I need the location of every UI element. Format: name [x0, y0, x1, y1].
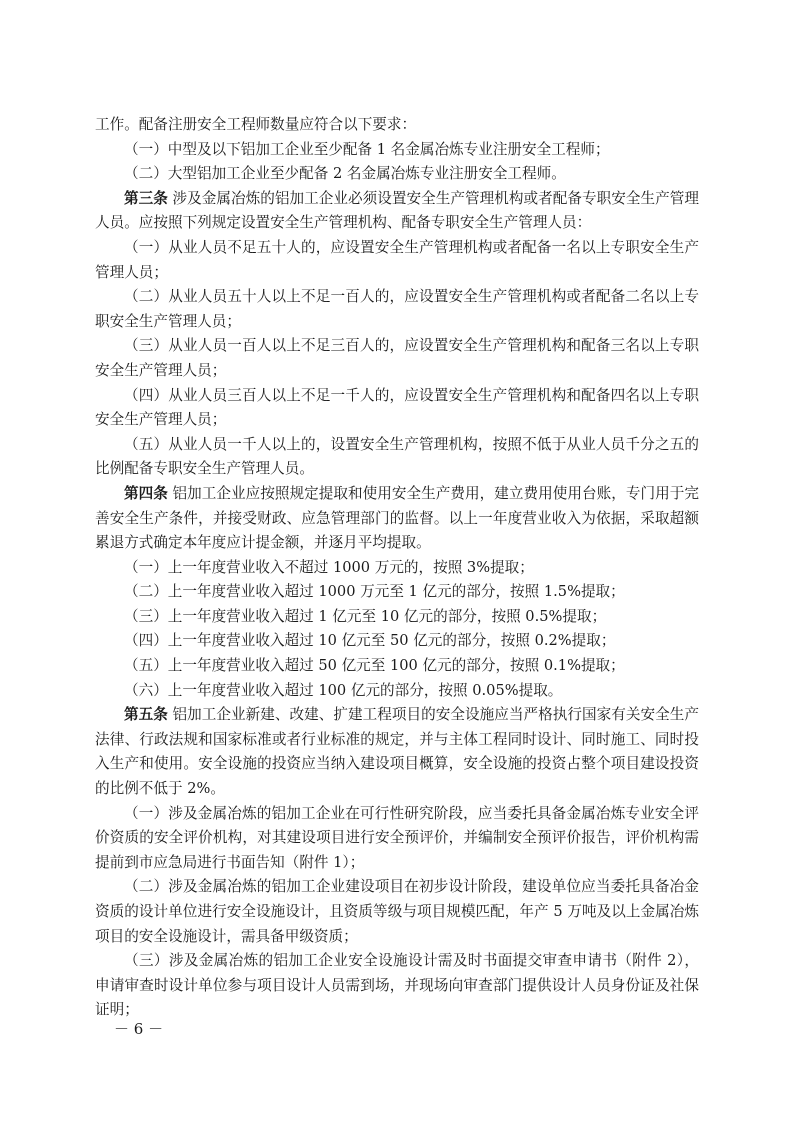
paragraph-text: 铝加工企业应按照规定提取和使用安全生产费用，建立费用使用台账，专门用于完善安全生产条件，并接受财政、应急管理部门的监督。以上一年度营业收入为依据，采取超额累退方式确定本年度应计提金额，并逐月平均提取。 [95, 484, 699, 552]
paragraph-text: （三）上一年度营业收入超过 1 亿元至 10 亿元的部分，按照 0.5%提取； [124, 607, 607, 625]
paragraph [95, 802, 699, 876]
paragraph [95, 556, 699, 581]
paragraph [95, 580, 699, 605]
paragraph [95, 875, 699, 949]
paragraph [95, 334, 699, 383]
paragraph-text: （四）从业人员三百人以上不足一千人的，应设置安全生产管理机构和配备四名以上专职安全生产管理人员； [95, 386, 699, 429]
paragraph [95, 949, 699, 1023]
paragraph-text: （二）大型铝加工企业至少配备 2 名金属冶炼专业注册安全工程师。 [124, 165, 566, 183]
article-number: 第四条 [124, 484, 168, 502]
paragraph-text: （一）上一年度营业收入不超过 1000 万元的，按照 3%提取； [124, 558, 534, 576]
paragraph [95, 162, 699, 187]
paragraph [95, 679, 699, 704]
article-paragraph [95, 187, 699, 236]
paragraph-text: （六）上一年度营业收入超过 100 亿元的部分，按照 0.05%提取。 [124, 681, 563, 699]
paragraph [95, 605, 699, 630]
paragraph [95, 384, 699, 433]
paragraph-text: （五）从业人员一千人以上的，设置安全生产管理机构，按照不低于从业人员千分之五的比例配备专职安全生产管理人员。 [95, 435, 699, 478]
paragraph [95, 433, 699, 482]
paragraph-text: （四）上一年度营业收入超过 10 亿元至 50 亿元的部分，按照 0.2%提取； [124, 632, 616, 650]
paragraph-text: 涉及金属冶炼的铝加工企业必须设置安全生产管理机构或者配备专职安全生产管理人员。应按照下列规定设置安全生产管理机构、配备专职安全生产管理人员： [95, 189, 699, 232]
paragraph [95, 654, 699, 679]
paragraph-text: （三）涉及金属冶炼的铝加工企业安全设施设计需及时书面提交审查申请书（附件 2），申请审查时设计单位参与项目设计人员需到场，并现场向审查部门提供设计人员身份证及社保证明； [95, 952, 699, 1019]
paragraph-text: （三）从业人员一百人以上不足三百人的，应设置安全生产管理机构和配备三名以上专职安全生产管理人员； [95, 337, 699, 379]
paragraph [95, 113, 699, 138]
article-paragraph [95, 703, 699, 801]
paragraph-text: （二）涉及金属冶炼的铝加工企业建设项目在初步设计阶段，建设单位应当委托具备冶金资质的设计单位进行安全设施设计，且资质等级与项目规模匹配，年产 5 万吨及以上金属冶炼项目的安全设施设计，需具备甲级资质； [95, 878, 699, 945]
article-paragraph [95, 482, 699, 556]
article-number: 第三条 [124, 189, 168, 207]
paragraph-text: （二）从业人员五十人以上不足一百人的，应设置安全生产管理机构或者配备二名以上专职安全生产管理人员； [95, 288, 699, 330]
paragraph [95, 236, 699, 285]
page-number: － 6 － [114, 1020, 164, 1038]
paragraph [95, 285, 699, 334]
paragraph-text: （一）从业人员不足五十人的，应设置安全生产管理机构或者配备一名以上专职安全生产管理人员； [95, 238, 699, 281]
paragraph [95, 629, 699, 654]
paragraph-text: （一）涉及金属冶炼的铝加工企业在可行性研究阶段，应当委托具备金属冶炼专业安全评价资质的安全评价机构，对其建设项目进行安全预评价，并编制安全预评价报告，评价机构需提前到市应急局进行书面告知（附件 1）； [95, 804, 699, 871]
paragraph [95, 138, 699, 163]
paragraph-text: 工作。配备注册安全工程师数量应符合以下要求： [95, 116, 417, 133]
paragraph-text: （一）中型及以下铝加工企业至少配备 1 名金属冶炼专业注册安全工程师； [124, 140, 610, 158]
paragraph-text: 铝加工企业新建、改建、扩建工程项目的安全设施应当严格执行国家有关安全生产法律、行政法规和国家标准或者行业标准的规定，并与主体工程同时设计、同时施工、同时投入生产和使用。安全设施的投资应当纳入建设项目概算，安全设施的投资占整个项目建设投资的比例不低于 2%。 [95, 706, 699, 798]
paragraph-text: （五）上一年度营业收入超过 50 亿元至 100 亿元的部分，按照 0.1%提取； [124, 657, 625, 675]
article-number: 第五条 [124, 706, 168, 724]
paragraph-text: （二）上一年度营业收入超过 1000 万元至 1 亿元的部分，按照 1.5%提取； [124, 583, 625, 601]
document-body [95, 113, 699, 1023]
